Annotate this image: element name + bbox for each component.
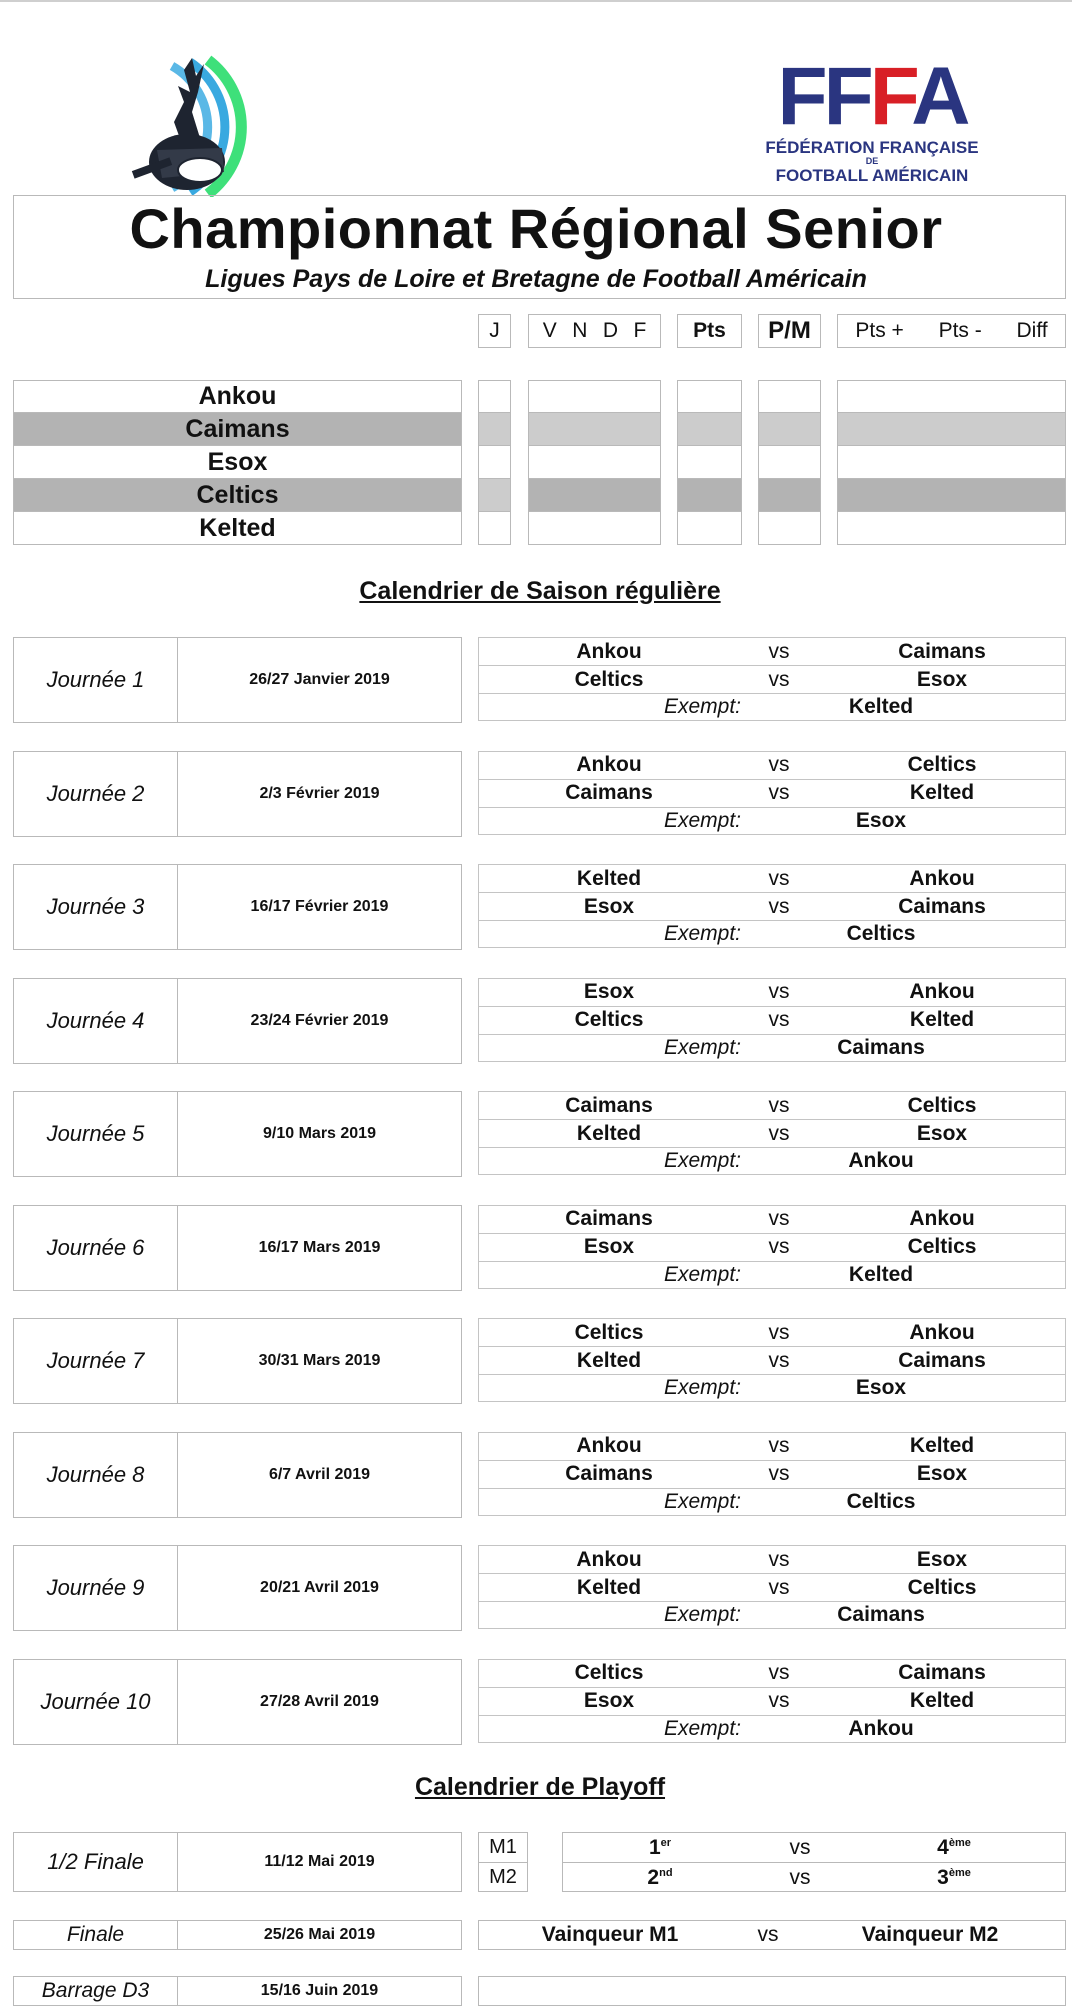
barrage-name: Barrage D3 [14, 1977, 178, 2005]
away-team: Celtics [907, 1093, 977, 1117]
exempt-row [478, 1261, 1066, 1289]
journee-date: 30/31 Mars 2019 [258, 1352, 381, 1369]
match-label-m2: M2 [489, 1866, 517, 1888]
exempt-team: Kelted [848, 695, 914, 718]
vs-label: vs [768, 1348, 790, 1372]
journee-matches [478, 1659, 1066, 1743]
final-date: 25/26 Mai 2019 [263, 1926, 376, 1943]
fffa-letter-f1: F [777, 51, 824, 142]
match-row [478, 1318, 1066, 1346]
home-team: Kelted [576, 1121, 642, 1145]
seed-3-suffix: ème [948, 1866, 971, 1879]
standings-cell [758, 380, 821, 413]
away-team: Esox [916, 1121, 968, 1145]
header-pts-label: Pts [693, 319, 726, 342]
match-row [478, 978, 1066, 1006]
journee-name: Journée 9 [14, 1546, 178, 1630]
exempt-row [478, 920, 1066, 948]
journee-name: Journée 4 [14, 979, 178, 1063]
exempt-row [478, 1715, 1066, 1743]
semi-match-1 [563, 1833, 1065, 1863]
exempt-label: Exempt: [663, 695, 741, 718]
vs-label: vs [768, 753, 790, 776]
top-border [0, 0, 1072, 2]
vs-label: vs [768, 1235, 790, 1258]
home-team: Esox [583, 1689, 635, 1712]
final-match [478, 1920, 1066, 1950]
fffa-line3: FOOTBALL AMÉRICAIN [775, 166, 969, 185]
page-subtitle: Ligues Pays de Loire et Bretagne de Football Américain [205, 265, 867, 293]
standings-cell [758, 446, 821, 479]
semi-match-2 [563, 1863, 1065, 1892]
exempt-row [478, 807, 1066, 835]
away-team: Esox [916, 667, 968, 691]
journee-name: Journée 3 [14, 865, 178, 949]
fffa-letter-a: A [911, 51, 967, 142]
barrage-match [478, 1976, 1066, 2006]
exempt-label: Exempt: [663, 922, 741, 945]
journee-info [13, 1318, 462, 1404]
semi-match-1-away [843, 1836, 1065, 1860]
match-row [478, 1233, 1066, 1261]
standings-cell [758, 512, 821, 545]
vs-label: vs [757, 1923, 779, 1946]
match-row [478, 892, 1066, 920]
journee-date: 6/7 Avril 2019 [268, 1465, 371, 1483]
match-row [478, 1659, 1066, 1687]
standings-cell [677, 380, 742, 413]
final-away: Vainqueur M2 [861, 1923, 999, 1946]
match-row [478, 864, 1066, 892]
vs-label: vs [768, 1547, 790, 1571]
match-row [478, 1091, 1066, 1119]
header-vndf [528, 314, 661, 348]
home-team: Ankou [576, 1547, 642, 1571]
fffa-logo [752, 51, 992, 192]
home-team: Ankou [576, 1434, 642, 1457]
journee-name: Journée 6 [14, 1206, 178, 1290]
vs-label: vs [768, 1689, 790, 1712]
header-j [478, 314, 511, 348]
away-team: Kelted [909, 781, 975, 804]
home-team: Kelted [576, 1575, 642, 1599]
standings-cell [478, 512, 511, 545]
journee-name: Journée 2 [14, 752, 178, 836]
away-team: Caimans [898, 1661, 986, 1684]
journee-info [13, 1205, 462, 1291]
vs-label: vs [768, 1008, 790, 1031]
journee-date: 2/3 Février 2019 [259, 784, 380, 802]
semi-match-2-away [843, 1866, 1065, 1890]
standings-team-3: Celtics [13, 479, 462, 512]
match-row [478, 1205, 1066, 1233]
match-label-m1: M1 [479, 1833, 527, 1863]
final-home: Vainqueur M1 [541, 1923, 679, 1946]
journee-info [13, 1091, 462, 1177]
home-team: Celtics [574, 1008, 644, 1031]
vs-label: vs [768, 1093, 790, 1117]
journee-date: 27/28 Avril 2019 [260, 1692, 379, 1710]
semi-match-2-home [563, 1866, 757, 1890]
journee-name: Journée 5 [14, 1092, 178, 1176]
home-team: Caimans [565, 1462, 653, 1485]
standings-cell [528, 413, 661, 446]
vs-label: vs [768, 1121, 790, 1145]
page-title: Championnat Régional Senior [129, 197, 943, 260]
match-row [478, 779, 1066, 807]
journee-date: 23/24 Février 2019 [250, 1011, 389, 1029]
journee-info [13, 1545, 462, 1631]
header-v-label: V [542, 319, 557, 342]
match-row [478, 1545, 1066, 1573]
home-team: Celtics [574, 667, 644, 691]
exempt-row [478, 1147, 1066, 1175]
standings-cell [677, 479, 742, 512]
vs-label: vs [789, 1865, 811, 1889]
home-team: Celtics [574, 1320, 644, 1344]
journee-matches [478, 1318, 1066, 1402]
match-row [478, 665, 1066, 693]
vs-label: vs [768, 1320, 790, 1344]
header-n-label: N [572, 319, 588, 342]
journee-name: Journée 7 [14, 1319, 178, 1403]
standings-cell [837, 512, 1066, 545]
standings-team-0: Ankou [13, 380, 462, 413]
journee-info [13, 637, 462, 723]
standings-team-2: Esox [13, 446, 462, 479]
home-team: Kelted [576, 866, 642, 890]
home-team: Kelted [576, 1348, 642, 1372]
away-team: Caimans [898, 1348, 986, 1372]
away-team: Esox [916, 1547, 968, 1571]
exempt-team: Celtics [846, 1489, 916, 1513]
exempt-label: Exempt: [663, 1489, 741, 1513]
journee-name: Journée 1 [14, 638, 178, 722]
home-team: Esox [583, 894, 635, 918]
journee-date: 16/17 Février 2019 [250, 898, 389, 915]
exempt-label: Exempt: [663, 1376, 741, 1399]
league-logo [112, 52, 282, 197]
standings-cell [837, 380, 1066, 413]
exempt-team: Caimans [837, 1603, 925, 1626]
seed-4-suffix: ème [948, 1836, 971, 1849]
standings-cell [758, 413, 821, 446]
exempt-row [478, 1488, 1066, 1516]
journee-matches [478, 751, 1066, 835]
journee-date: 16/17 Mars 2019 [258, 1238, 381, 1256]
playoff-title: Calendrier de Playoff [414, 1773, 666, 1801]
standings-cell [478, 479, 511, 512]
semi-match-1-home [563, 1836, 757, 1860]
home-team: Caimans [565, 1093, 653, 1117]
vs-label: vs [768, 980, 790, 1003]
journee-name: Journée 10 [14, 1660, 178, 1744]
match-row [478, 1346, 1066, 1374]
exempt-team: Ankou [848, 1716, 914, 1740]
match-row [478, 637, 1066, 665]
seed-1-number: 1 [648, 1835, 661, 1859]
exempt-label: Exempt: [663, 1716, 741, 1740]
journee-matches [478, 1205, 1066, 1289]
exempt-row [478, 1034, 1066, 1062]
standings-cell [837, 479, 1066, 512]
header-pts [677, 314, 742, 348]
header-j-label: J [489, 319, 500, 342]
match-row [478, 1432, 1066, 1460]
away-team: Esox [916, 1462, 968, 1485]
exempt-team: Caimans [837, 1035, 925, 1059]
semi-final-matches [562, 1832, 1066, 1892]
standings-cell [528, 446, 661, 479]
standings-cell [677, 413, 742, 446]
barrage-date: 15/16 Juin 2019 [260, 1982, 379, 1999]
seed-4-number: 4 [937, 1835, 949, 1859]
home-team: Esox [583, 980, 635, 1003]
vs-label: vs [789, 1835, 811, 1859]
away-team: Kelted [909, 1008, 975, 1031]
journee-matches [478, 1545, 1066, 1629]
vs-label: vs [768, 1661, 790, 1684]
vs-label: vs [768, 866, 790, 890]
header-diff-label: Diff [1016, 319, 1048, 342]
exempt-label: Exempt: [663, 1149, 741, 1172]
standings-cell [478, 413, 511, 446]
exempt-team: Celtics [846, 922, 916, 945]
match-row [478, 751, 1066, 779]
exempt-label: Exempt: [663, 808, 741, 832]
exempt-label: Exempt: [663, 1262, 741, 1286]
away-team: Celtics [907, 1575, 977, 1599]
seed-2-number: 2 [647, 1865, 660, 1889]
vs-label: vs [768, 1462, 790, 1485]
exempt-row [478, 1374, 1066, 1402]
header-points [837, 314, 1066, 348]
exempt-team: Kelted [848, 1262, 914, 1286]
fffa-line1: FÉDÉRATION FRANÇAISE [765, 138, 979, 157]
journee-date: 20/21 Avril 2019 [260, 1579, 379, 1596]
journee-info [13, 978, 462, 1064]
seed-2-suffix: nd [659, 1866, 673, 1879]
standings-cell [528, 512, 661, 545]
header-d-label: D [602, 319, 618, 342]
match-row [478, 1460, 1066, 1488]
home-team: Ankou [576, 753, 642, 776]
journee-info [13, 751, 462, 837]
match-row [478, 1006, 1066, 1034]
header-f-label: F [633, 319, 647, 342]
standings-cell [528, 380, 661, 413]
home-team: Ankou [576, 639, 642, 663]
away-team: Celtics [907, 753, 977, 776]
standings-cell [758, 479, 821, 512]
match-row [478, 1687, 1066, 1715]
journee-info [13, 1432, 462, 1518]
semi-final-date: 11/12 Mai 2019 [264, 1853, 375, 1870]
standings-cell [478, 380, 511, 413]
fffa-letter-f2: F [823, 51, 870, 142]
journee-matches [478, 1432, 1066, 1516]
away-team: Ankou [909, 1207, 975, 1230]
standings-cell [837, 413, 1066, 446]
journee-matches [478, 864, 1066, 948]
exempt-label: Exempt: [663, 1603, 741, 1626]
vs-label: vs [768, 781, 790, 804]
match-row [478, 1573, 1066, 1601]
exempt-team: Esox [855, 808, 907, 832]
standings-cell [528, 479, 661, 512]
standings-team-1: Caimans [13, 413, 462, 446]
journee-matches [478, 637, 1066, 721]
header-pts-plus-label: Pts + [855, 319, 904, 342]
away-team: Ankou [909, 866, 975, 890]
vs-label: vs [768, 639, 790, 663]
away-team: Caimans [898, 894, 986, 918]
final-block [13, 1920, 462, 1950]
away-team: Kelted [909, 1434, 975, 1457]
home-team: Caimans [565, 781, 653, 804]
away-team: Caimans [898, 639, 986, 663]
exempt-team: Esox [855, 1376, 907, 1399]
vs-label: vs [768, 894, 790, 918]
vs-label: vs [768, 1434, 790, 1457]
home-team: Celtics [574, 1661, 644, 1684]
header-pm-label: P/M [768, 317, 811, 344]
regular-season-title: Calendrier de Saison régulière [359, 577, 721, 605]
home-team: Esox [583, 1235, 635, 1258]
semi-final-block [13, 1832, 462, 1892]
barrage-block [13, 1976, 462, 2006]
journee-info [13, 1659, 462, 1745]
journee-date: 9/10 Mars 2019 [263, 1125, 376, 1142]
seed-1-suffix: er [660, 1836, 672, 1849]
exempt-team: Ankou [848, 1149, 914, 1172]
journee-info [13, 864, 462, 950]
standings-cell [478, 446, 511, 479]
standings-cell [837, 446, 1066, 479]
semi-final-name: 1/2 Finale [14, 1833, 178, 1891]
fffa-line2: DE [865, 156, 879, 166]
away-team: Celtics [907, 1235, 977, 1258]
away-team: Ankou [909, 1320, 975, 1344]
semi-final-match-labels [478, 1832, 528, 1892]
away-team: Kelted [909, 1689, 975, 1712]
home-team: Caimans [565, 1207, 653, 1230]
vs-label: vs [768, 667, 790, 691]
standings-cell [677, 512, 742, 545]
seed-3-number: 3 [937, 1865, 949, 1889]
fffa-letter-f3: F [869, 51, 912, 142]
match-row [478, 1119, 1066, 1147]
exempt-row [478, 693, 1066, 721]
header-pts-minus-label: Pts - [938, 319, 982, 342]
standings-cell [677, 446, 742, 479]
vs-label: vs [768, 1207, 790, 1230]
vs-label: vs [768, 1575, 790, 1599]
exempt-row [478, 1601, 1066, 1629]
journee-name: Journée 8 [14, 1433, 178, 1517]
header-pm [758, 314, 821, 348]
standings-team-4: Kelted [13, 512, 462, 545]
final-name: Finale [14, 1921, 178, 1949]
journee-matches [478, 1091, 1066, 1175]
journee-date: 26/27 Janvier 2019 [249, 671, 390, 688]
journee-matches [478, 978, 1066, 1062]
exempt-label: Exempt: [663, 1035, 741, 1059]
away-team: Ankou [909, 980, 975, 1003]
